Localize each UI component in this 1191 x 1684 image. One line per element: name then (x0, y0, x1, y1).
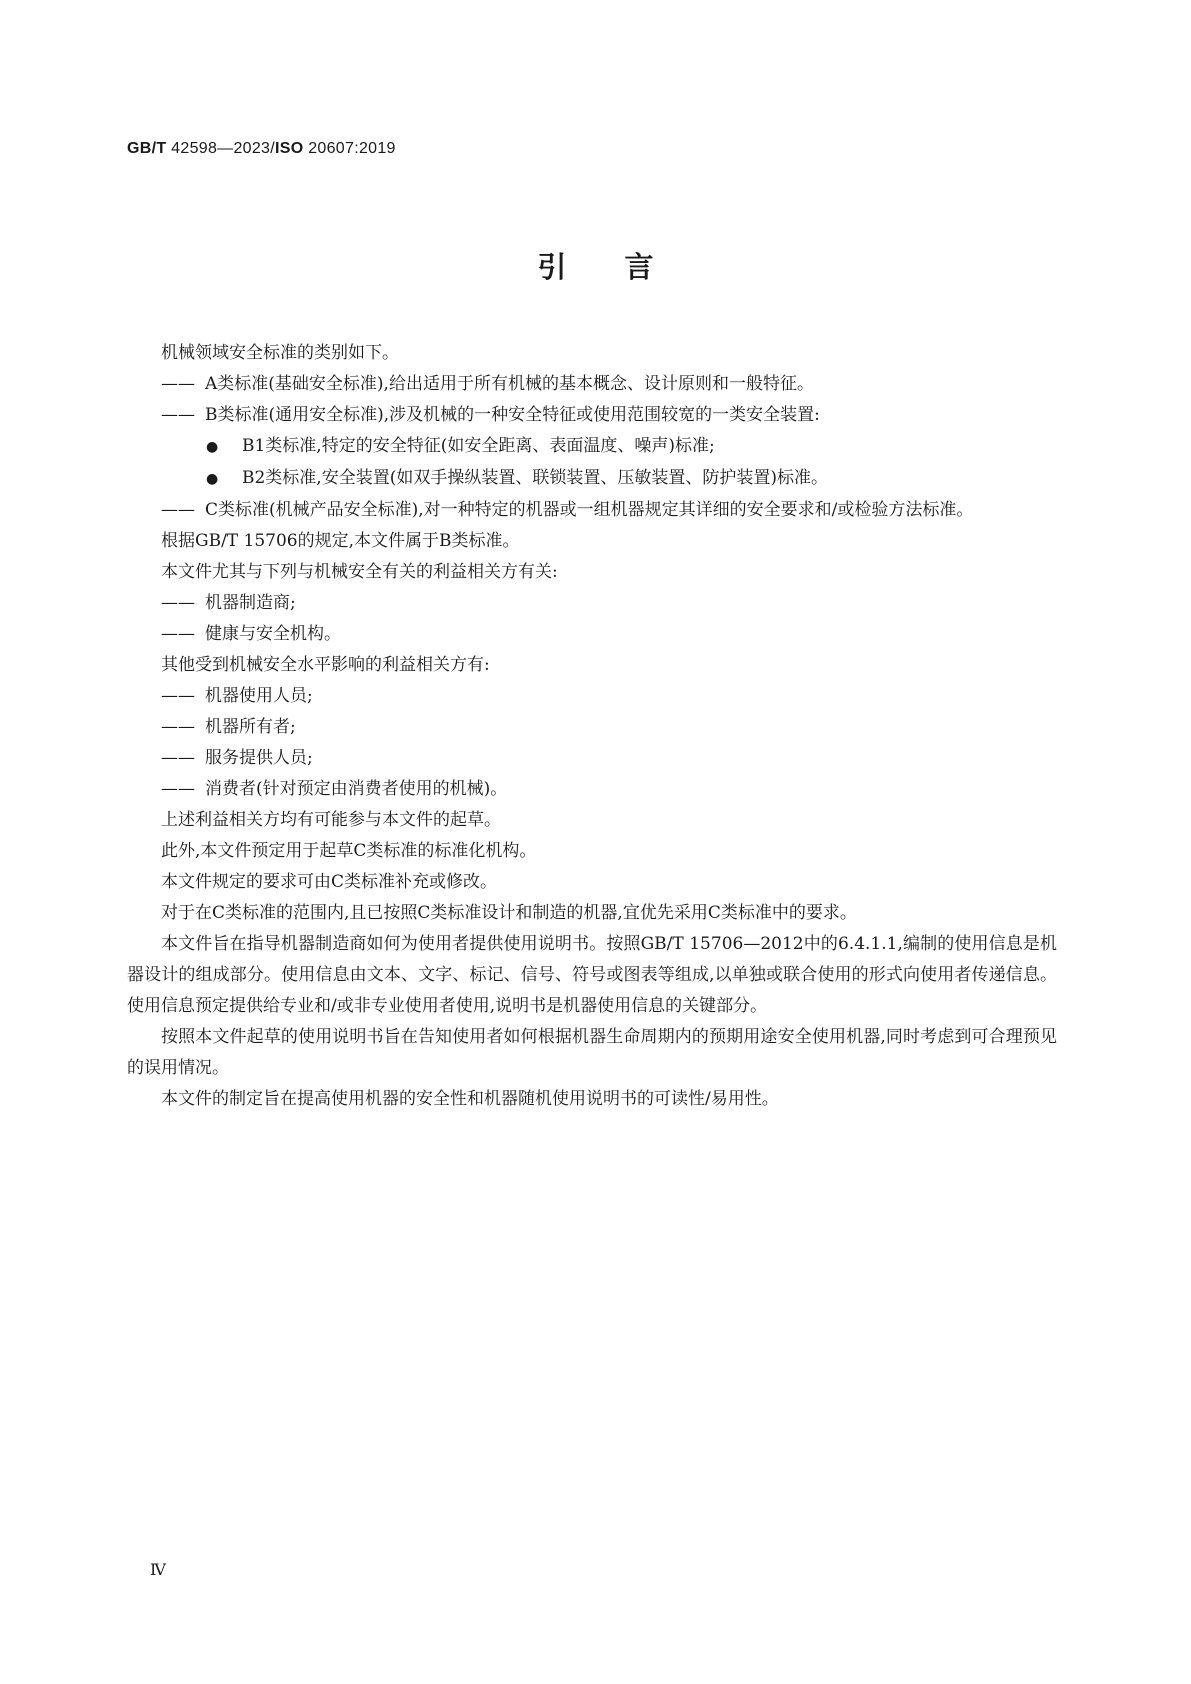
list-item-type-b (127, 400, 1057, 431)
other-text: 服务提供人员; (205, 748, 313, 768)
dash-mark: —— (161, 593, 195, 613)
type-c-text: C类标准(机械产品安全标准),对一种特定的机器或一组机器规定其详细的安全要求和/或检验方法标准。 (205, 500, 974, 520)
stakeholder-text: 健康与安全机构。 (205, 624, 341, 644)
dash-mark: —— (161, 405, 195, 425)
type-a-text: A类标准(基础安全标准),给出适用于所有机械的基本概念、设计原则和一般特征。 (205, 374, 814, 394)
dash-mark: —— (161, 748, 195, 768)
list-item-b1 (127, 431, 1057, 463)
paragraph-also: 此外,本文件预定用于起草C类标准的标准化机构。 (161, 841, 537, 861)
paragraph-supplement: 本文件规定的要求可由C类标准补充或修改。 (161, 872, 498, 892)
bullet-icon: ● (206, 471, 219, 487)
dash-mark: —— (161, 374, 195, 394)
list-item-other (127, 712, 1057, 743)
b1-text: B1类标准,特定的安全特征(如安全距离、表面温度、噪声)标准; (242, 436, 715, 456)
dash-mark: —— (161, 624, 195, 644)
standard-code: GB/T (127, 140, 167, 157)
standard-number: 42598—2023/ (166, 140, 275, 157)
paragraph-drafting: 上述利益相关方均有可能参与本文件的起草。 (161, 810, 501, 830)
bullet-icon: ● (206, 439, 219, 455)
iso-code: ISO (275, 140, 304, 157)
paragraph-priority: 对于在C类标准的范围内,且已按照C类标准设计和制造的机器,宜优先采用C类标准中的要求。 (161, 903, 857, 923)
list-item-type-a (127, 369, 1057, 400)
other-text: 机器使用人员; (205, 686, 313, 706)
paragraph-goal: 本文件的制定旨在提高使用机器的安全性和机器随机使用说明书的可读性/易用性。 (161, 1089, 779, 1109)
list-item-other (127, 743, 1057, 774)
stakeholder-text: 机器制造商; (205, 593, 296, 613)
dash-mark: —— (161, 717, 195, 737)
other-text: 机器所有者; (205, 717, 296, 737)
dash-mark: —— (161, 500, 195, 520)
other-text: 消费者(针对预定由消费者使用的机械)。 (205, 779, 508, 799)
page-title: 引言 (537, 250, 712, 284)
intro-line: 机械领域安全标准的类别如下。 (161, 343, 399, 363)
list-item-stakeholder (127, 619, 1057, 650)
others-intro: 其他受到机械安全水平影响的利益相关方有: (161, 655, 490, 675)
list-item-other (127, 774, 1057, 805)
dash-mark: —— (161, 686, 195, 706)
iso-number: 20607:2019 (303, 140, 396, 157)
document-body (127, 338, 1057, 1115)
type-b-text: B类标准(通用安全标准),涉及机械的一种安全特征或使用范围较宽的一类安全装置: (205, 405, 820, 425)
dash-mark: —— (161, 779, 195, 799)
stakeholders-intro: 本文件尤其与下列与机械安全有关的利益相关方有关: (161, 562, 558, 582)
page-number: Ⅳ (150, 1560, 166, 1579)
document-header (127, 140, 396, 158)
list-item-b2 (127, 463, 1057, 495)
list-item-other (127, 681, 1057, 712)
list-item-stakeholder (127, 588, 1057, 619)
classification-line: 根据GB/T 15706的规定,本文件属于B类标准。 (161, 531, 520, 551)
paragraph-purpose: 本文件旨在指导机器制造商如何为使用者提供使用说明书。按照GB/T 15706—2012中的6.4.1.1,编制的使用信息是机器设计的组成部分。使用信息由文本、文字、标记、信号、符号或图表等组成,以单独或联合使用的形式向使用者传递信息。使用信息预定提供给专业和/或非专业使用者使用,说明书是机器使用信息的关键部分。 (127, 934, 1057, 1016)
list-item-type-c (127, 495, 1057, 526)
b2-text: B2类标准,安全装置(如双手操纵装置、联锁装置、压敏装置、防护装置)标准。 (242, 468, 828, 488)
paragraph-inform: 按照本文件起草的使用说明书旨在告知使用者如何根据机器生命周期内的预期用途安全使用机器,同时考虑到可合理预见的误用情况。 (127, 1027, 1057, 1078)
